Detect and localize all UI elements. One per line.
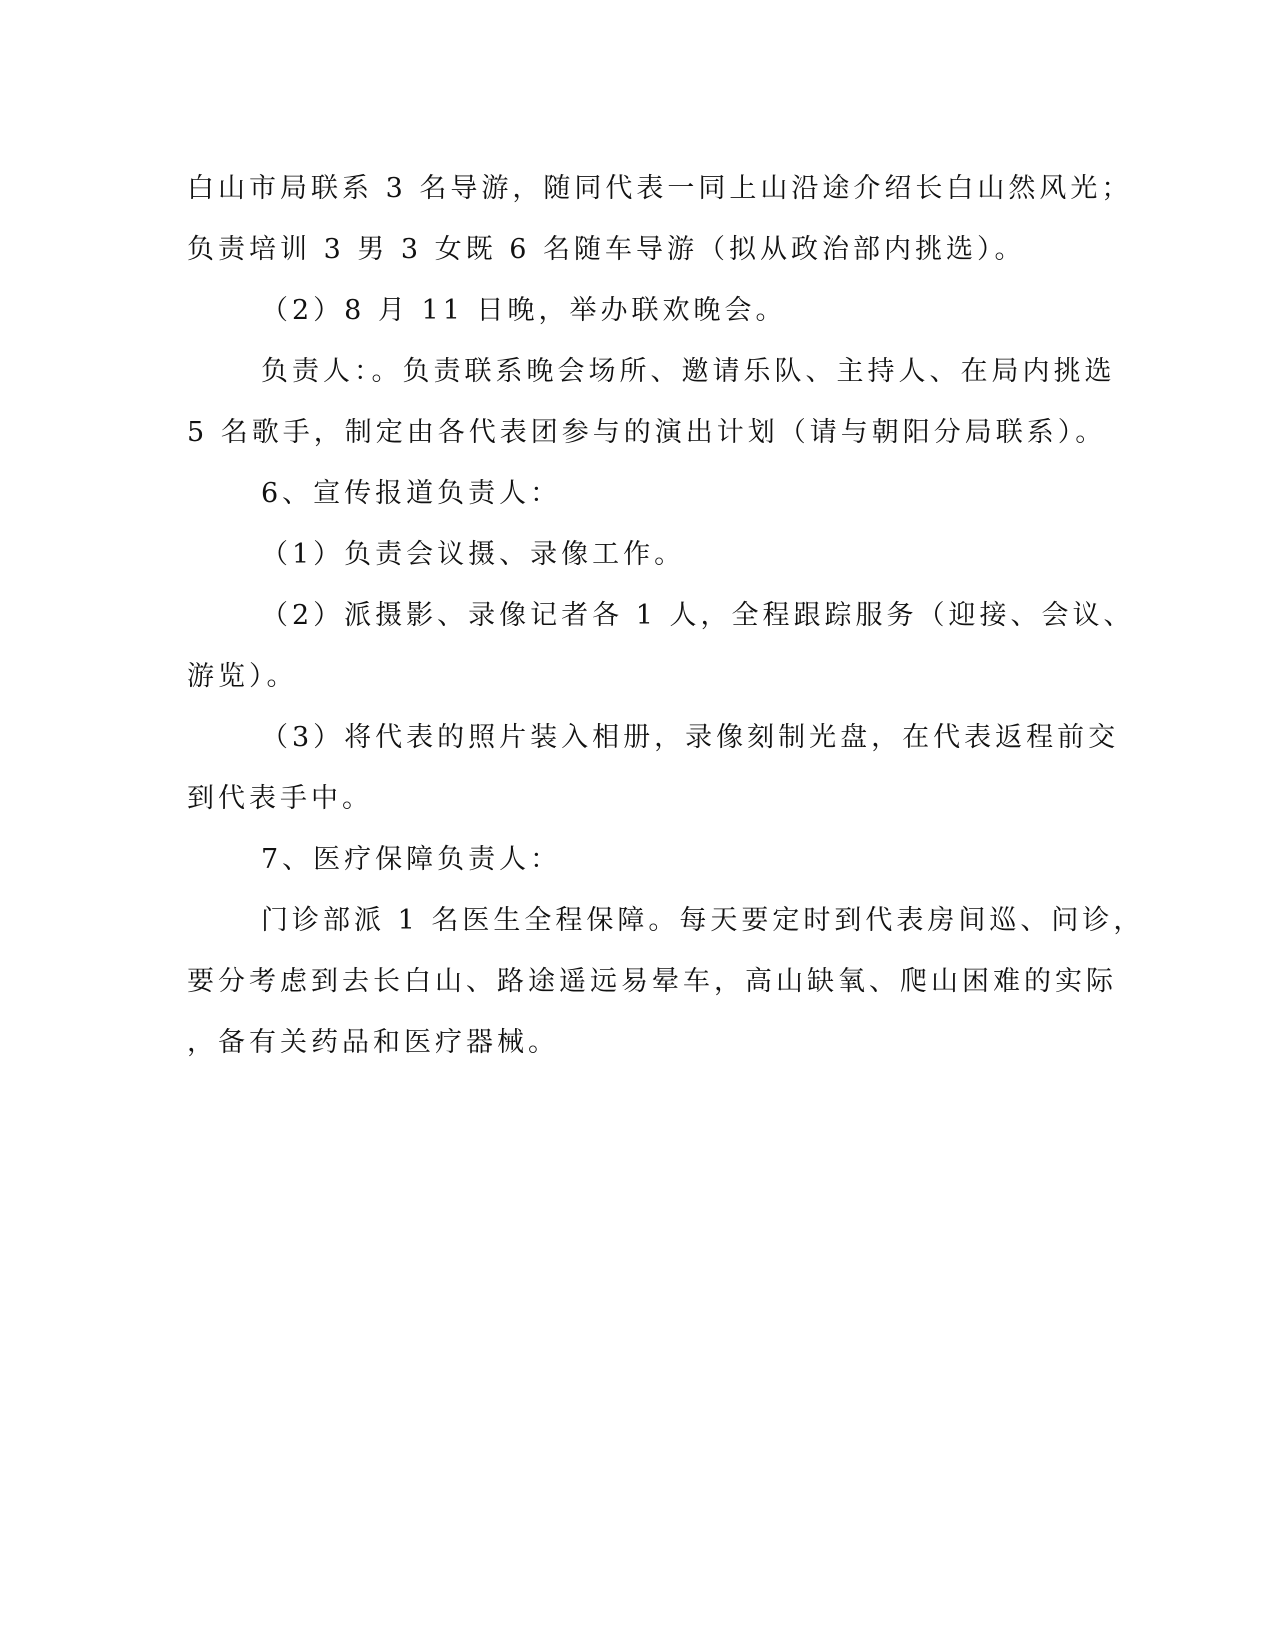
body-line-5: 5 名歌手，制定由各代表团参与的演出计划（请与朝阳分局联系）。 xyxy=(187,417,1107,448)
body-line-7: （1）负责会议摄、录像工作。 xyxy=(261,539,686,570)
body-line-13: 门诊部派 1 名医生全程保障。每天要定时到代表房间巡、问诊， xyxy=(261,905,1145,936)
section-heading-publicity: 6、宣传报道负责人： xyxy=(261,478,562,509)
body-line-11: 到代表手中。 xyxy=(187,783,373,814)
body-line-14: 要分考虑到去长白山、路途遥远易晕车，高山缺氧、爬山困难的实际 xyxy=(187,966,1117,997)
body-line-10: （3）将代表的照片装入相册，录像刻制光盘，在代表返程前交 xyxy=(261,722,1120,753)
body-line-1: 白山市局联系 3 名导游，随同代表一同上山沿途介绍长白山然风光； xyxy=(187,173,1133,204)
body-line-3: （2）8 月 11 日晚，举办联欢晚会。 xyxy=(261,295,787,326)
body-line-8: （2）派摄影、录像记者各 1 人，全程跟踪服务（迎接、会议、 xyxy=(261,600,1135,631)
section-heading-medical: 7、医疗保障负责人： xyxy=(261,844,562,875)
body-line-15: ，备有关药品和医疗器械。 xyxy=(187,1027,559,1058)
body-line-2: 负责培训 3 男 3 女既 6 名随车导游（拟从政治部内挑选）。 xyxy=(187,234,1026,265)
document-body xyxy=(187,158,1145,1073)
body-line-4: 负责人：。负责联系晚会场所、邀请乐队、主持人、在局内挑选 xyxy=(261,356,1116,387)
body-line-9: 游览）。 xyxy=(187,661,298,692)
